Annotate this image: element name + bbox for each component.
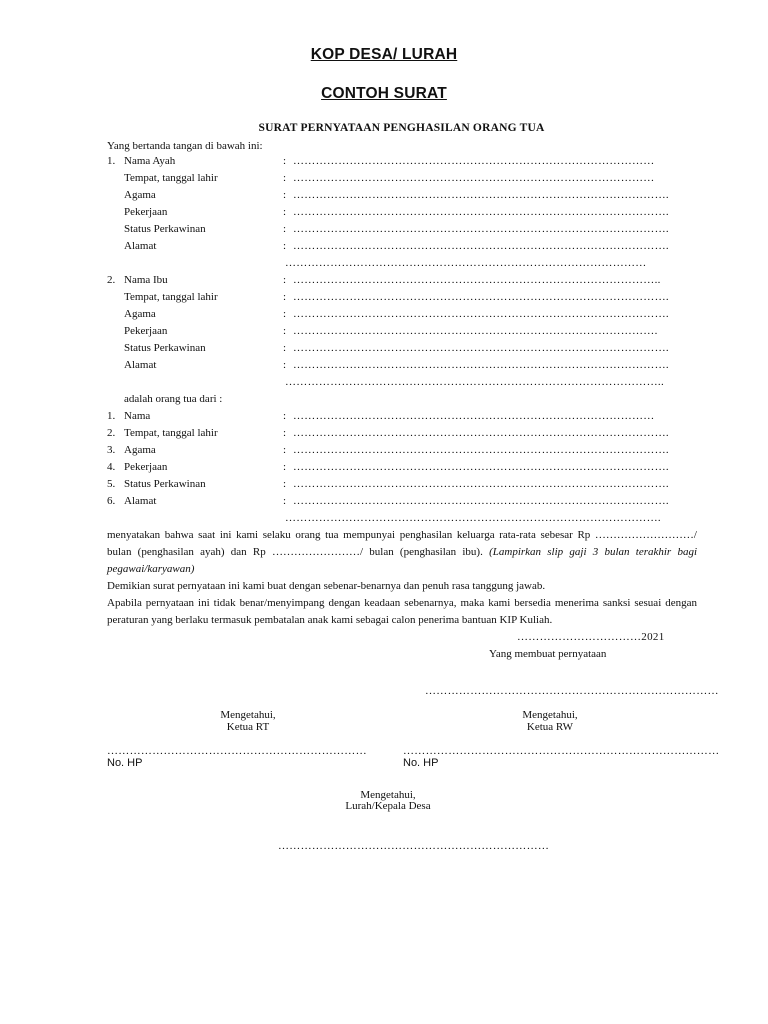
apabila-line-1: Apabila pernyataan ini tidak benar/menyimpang dengan keadaan sebenarnya, maka kami bersedia menerima sanksi sesuai dengan <box>107 597 697 609</box>
fill-in-dots: ………………………………………………………………………………………. <box>293 206 669 218</box>
fill-in-dots: ……………………………………………………………………………………. <box>293 325 658 337</box>
field-label: Tempat, tanggal lahir <box>124 172 218 184</box>
apabila-line-2: peraturan yang berlaku termasuk pembatalan anak kami sebagai calon penerima bantuan KIP Kuliah. <box>107 614 553 626</box>
colon: : <box>283 172 287 184</box>
anak-row-agama <box>0 444 768 458</box>
colon: : <box>283 495 287 507</box>
ibu-row-ttl <box>0 291 768 305</box>
colon: : <box>283 427 287 439</box>
colon: : <box>283 291 287 303</box>
fill-in-dots: ………………………………………………………………………………………. <box>293 461 669 473</box>
fill-in-dots: ………………………………………………………………………………………. <box>293 223 669 235</box>
anak-row-pekerjaan <box>0 461 768 475</box>
fill-in-dots: ………………………………………………………………………………………. <box>293 291 669 303</box>
rw-title: Ketua RW <box>526 721 574 733</box>
anak-row-alamat <box>0 495 768 509</box>
colon: : <box>283 240 287 252</box>
field-label: Pekerjaan <box>124 461 168 473</box>
ibu-row-nama <box>0 274 768 288</box>
statement-line-3-note: pegawai/karyawan) <box>107 563 195 575</box>
ibu-row-agama <box>0 308 768 322</box>
ayah-row-ttl <box>0 172 768 186</box>
fill-in-dots: ………………………………………………………………………………………. <box>293 495 669 507</box>
rt-phone-label: No. HP <box>107 757 143 769</box>
colon: : <box>283 461 287 473</box>
item-number: 3. <box>107 444 116 456</box>
fill-in-dots: ………………………………………………………………………………………. <box>293 478 669 490</box>
fill-in-dots: …………………………………………………………………………………… <box>293 172 655 184</box>
field-label: Status Perkawinan <box>124 478 206 490</box>
field-label: Nama Ayah <box>124 155 176 167</box>
colon: : <box>283 359 287 371</box>
statement-line-1: menyatakan bahwa saat ini kami selaku orang tua mempunyai penghasilan keluarga rata-rata sebesar Rp ………………………/ <box>107 529 697 541</box>
yang-membuat-label: Yang membuat pernyataan <box>489 648 607 660</box>
field-label: Tempat, tanggal lahir <box>124 291 218 303</box>
fill-in-dots: …………………………………………………………………………………… <box>293 155 655 167</box>
fill-in-dots: ………………………………………………………………………………………. <box>293 342 669 354</box>
field-label: Nama Ibu <box>124 274 168 286</box>
anak-alamat-continuation: ………………………………………………………………………………………. <box>285 512 661 524</box>
ayah-number: 1. <box>107 155 116 167</box>
fill-in-dots: ………………………………………………………………………………………. <box>293 189 669 201</box>
colon: : <box>283 308 287 320</box>
colon: : <box>283 274 287 286</box>
lurah-title: Lurah/Kepala Desa <box>345 800 431 812</box>
fill-in-dots: ………………………………………………………………………………………. <box>293 240 669 252</box>
fill-in-dots: ………………………………………………………………………………………. <box>293 444 669 456</box>
item-number: 5. <box>107 478 116 490</box>
anak-row-ttl <box>0 427 768 441</box>
field-label: Alamat <box>124 495 157 507</box>
colon: : <box>283 444 287 456</box>
rt-title: Ketua RT <box>226 721 270 733</box>
ibu-number: 2. <box>107 274 116 286</box>
demikian-text: Demikian surat pernyataan ini kami buat dengan sebenar-benarnya dan penuh rasa tanggung jawab. <box>107 580 546 592</box>
rt-mengetahui: Mengetahui, <box>220 709 276 721</box>
fill-in-dots: ………………………………………………………………………………………. <box>293 359 669 371</box>
item-number: 4. <box>107 461 116 473</box>
field-label: Pekerjaan <box>124 206 168 218</box>
statement-line-2 <box>107 546 697 559</box>
intro-text: Yang bertanda tangan di bawah ini: <box>107 140 263 152</box>
anak-row-nama <box>0 410 768 424</box>
anak-row-status <box>0 478 768 492</box>
field-label: Pekerjaan <box>124 325 168 337</box>
colon: : <box>283 189 287 201</box>
colon: : <box>283 410 287 422</box>
kop-title: KOP DESA/ LURAH <box>310 46 458 63</box>
colon: : <box>283 325 287 337</box>
colon: : <box>283 223 287 235</box>
ibu-row-alamat <box>0 359 768 373</box>
lurah-mengetahui: Mengetahui, <box>360 789 416 801</box>
rw-phone-label: No. HP <box>403 757 439 769</box>
ayah-row-alamat <box>0 240 768 254</box>
ayah-row-agama <box>0 189 768 203</box>
field-label: Nama <box>124 410 151 422</box>
fill-in-dots: …………………………………………………………………………………….. <box>293 274 661 286</box>
field-label: Status Perkawinan <box>124 223 206 235</box>
field-label: Agama <box>124 189 156 201</box>
item-number: 6. <box>107 495 116 507</box>
maker-signature-dots: …………………………………………………………………… <box>425 685 719 697</box>
date-line: ……………………………2021 <box>517 631 665 643</box>
anak-intro: adalah orang tua dari : <box>124 393 223 405</box>
statement-line-2-note: (Lampirkan slip gaji 3 bulan terakhir bagi <box>489 546 698 558</box>
field-label: Tempat, tanggal lahir <box>124 427 218 439</box>
fill-in-dots: ………………………………………………………………………………………. <box>293 308 669 320</box>
field-label: Alamat <box>124 240 157 252</box>
field-label: Agama <box>124 308 156 320</box>
ibu-row-status <box>0 342 768 356</box>
lurah-signature-dots: ……………………………………………………………… <box>278 840 550 852</box>
ibu-row-pekerjaan <box>0 325 768 339</box>
colon: : <box>283 206 287 218</box>
rt-signature-dots: …………………………………………………………… <box>107 745 367 757</box>
document-title: SURAT PERNYATAAN PENGHASILAN ORANG TUA <box>258 122 545 134</box>
contoh-title: CONTOH SURAT <box>321 85 447 102</box>
ayah-alamat-continuation: …………………………………………………………………………………… <box>285 257 647 269</box>
fill-in-dots: ………………………………………………………………………………………. <box>293 427 669 439</box>
fill-in-dots: …………………………………………………………………………………… <box>293 410 655 422</box>
rw-signature-dots: ………………………………………………………………………… <box>403 745 720 757</box>
field-label: Status Perkawinan <box>124 342 206 354</box>
item-number: 2. <box>107 427 116 439</box>
colon: : <box>283 155 287 167</box>
ayah-row-status <box>0 223 768 237</box>
ayah-row-pekerjaan <box>0 206 768 220</box>
ibu-alamat-continuation: ……………………………………………………………………………………….. <box>285 376 664 388</box>
statement-line-2-text: bulan (penghasilan ayah) dan Rp ……………………/ bulan (penghasilan ibu). <box>107 546 483 558</box>
field-label: Alamat <box>124 359 157 371</box>
field-label: Agama <box>124 444 156 456</box>
rw-mengetahui: Mengetahui, <box>522 709 578 721</box>
colon: : <box>283 478 287 490</box>
item-number: 1. <box>107 410 116 422</box>
ayah-row-nama <box>0 155 768 169</box>
colon: : <box>283 342 287 354</box>
